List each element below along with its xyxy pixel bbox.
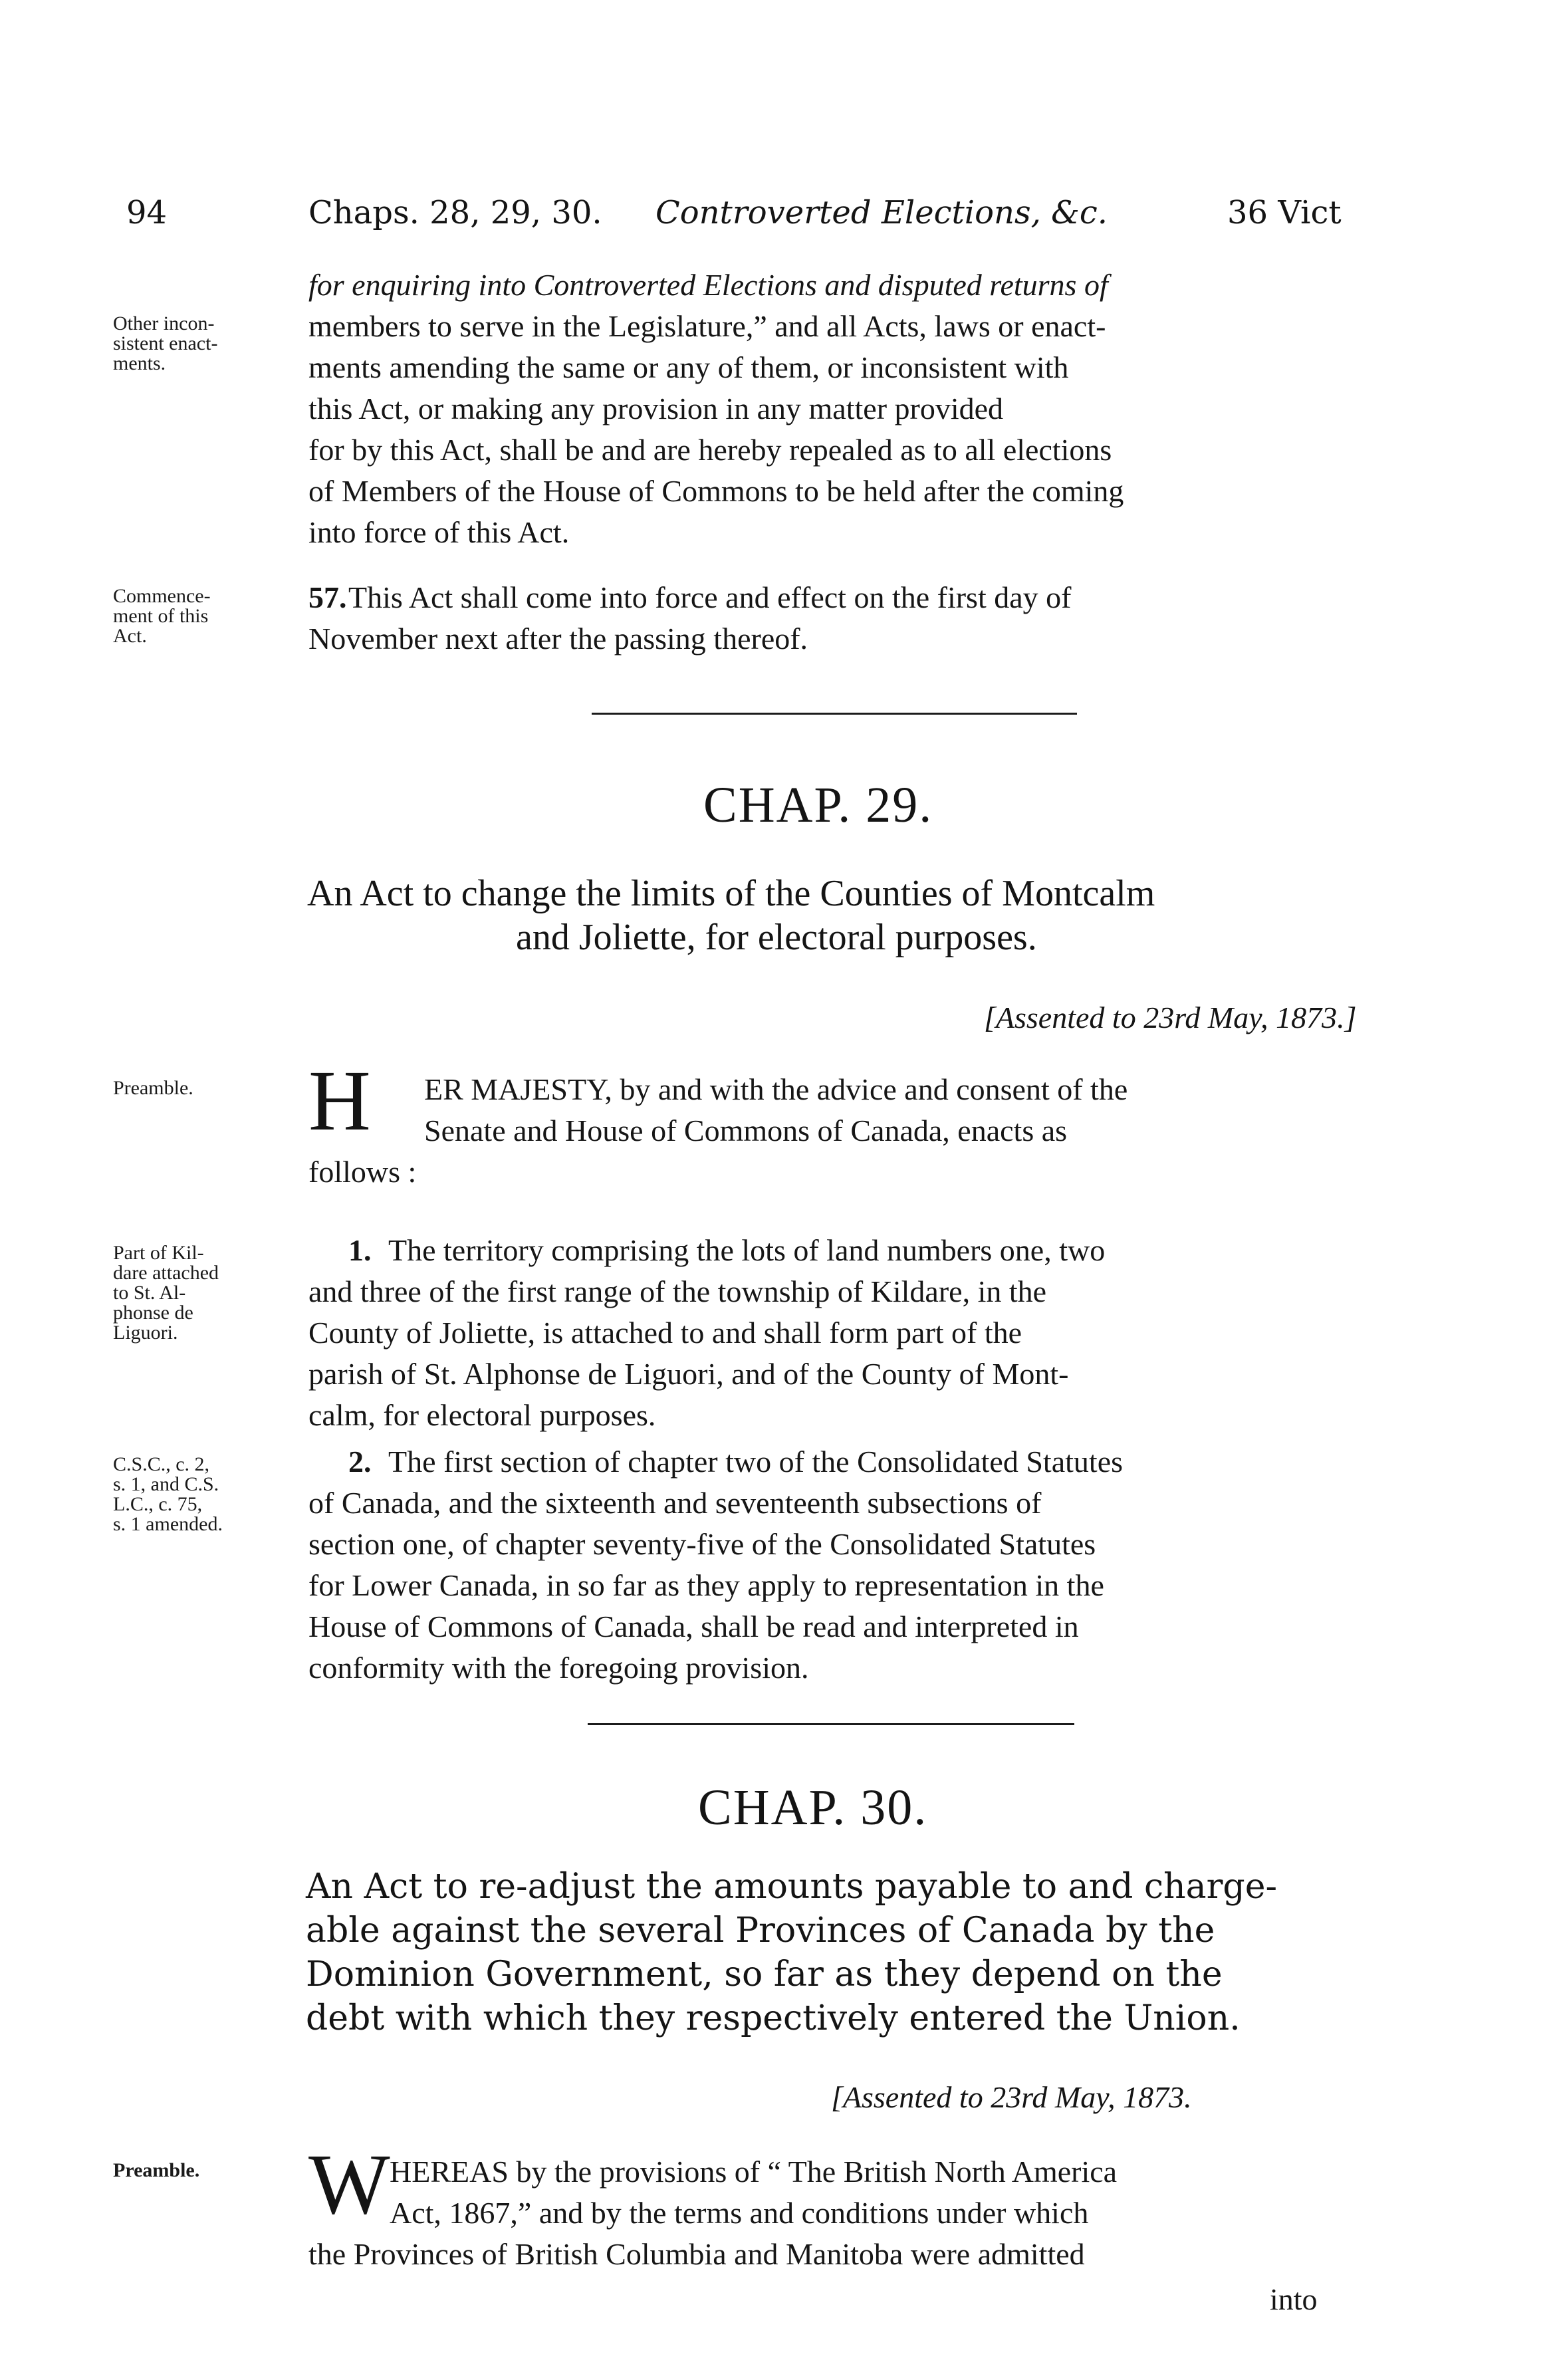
margin-note-preamble-29: Preamble. bbox=[113, 1077, 193, 1099]
chap-29-heading: CHAP. 29. bbox=[703, 777, 933, 833]
margin-note-preamble-30: Preamble. bbox=[113, 2159, 200, 2181]
section-57-text-1: This Act shall come into force and effect on the first day of bbox=[348, 580, 1072, 614]
chap-29-assent: [Assented to 23rd May, 1873.] bbox=[984, 1001, 1357, 1034]
header-chapters: Chaps. 28, 29, 30. bbox=[308, 194, 602, 231]
margin-note-commencement: Commence- ment of this Act. bbox=[113, 585, 211, 647]
section-1-number: 1. bbox=[348, 1233, 372, 1267]
catchword: into bbox=[1270, 2282, 1318, 2316]
separator-rule bbox=[592, 713, 1077, 715]
chap-30-heading: CHAP. 30. bbox=[698, 1780, 928, 1836]
separator-rule-2 bbox=[588, 1723, 1074, 1725]
page-number: 94 bbox=[126, 194, 168, 231]
section-2-number: 2. bbox=[348, 1445, 372, 1479]
running-title: Controverted Elections, &c. bbox=[655, 194, 1108, 231]
margin-note-consolidated-statutes: C.S.C., c. 2, s. 1, and C.S. L.C., c. 75, s. 1 amended. bbox=[113, 1453, 223, 1535]
drop-cap-h: H bbox=[308, 1053, 371, 1149]
section-57-number: 57. bbox=[308, 580, 347, 614]
section-57-text-2: November next after the passing thereof. bbox=[308, 622, 808, 655]
margin-note-kildare: Part of Kil- dare attached to St. Al- phonse de Liguori. bbox=[113, 1242, 219, 1344]
regnal-year: 36 Vict bbox=[1227, 194, 1342, 231]
margin-note-other-enactments: Other incon- sistent enact- ments. bbox=[113, 312, 218, 374]
chap-30-assent: [Assented to 23rd May, 1873. bbox=[831, 2080, 1192, 2114]
drop-cap-w: W bbox=[308, 2137, 390, 2232]
